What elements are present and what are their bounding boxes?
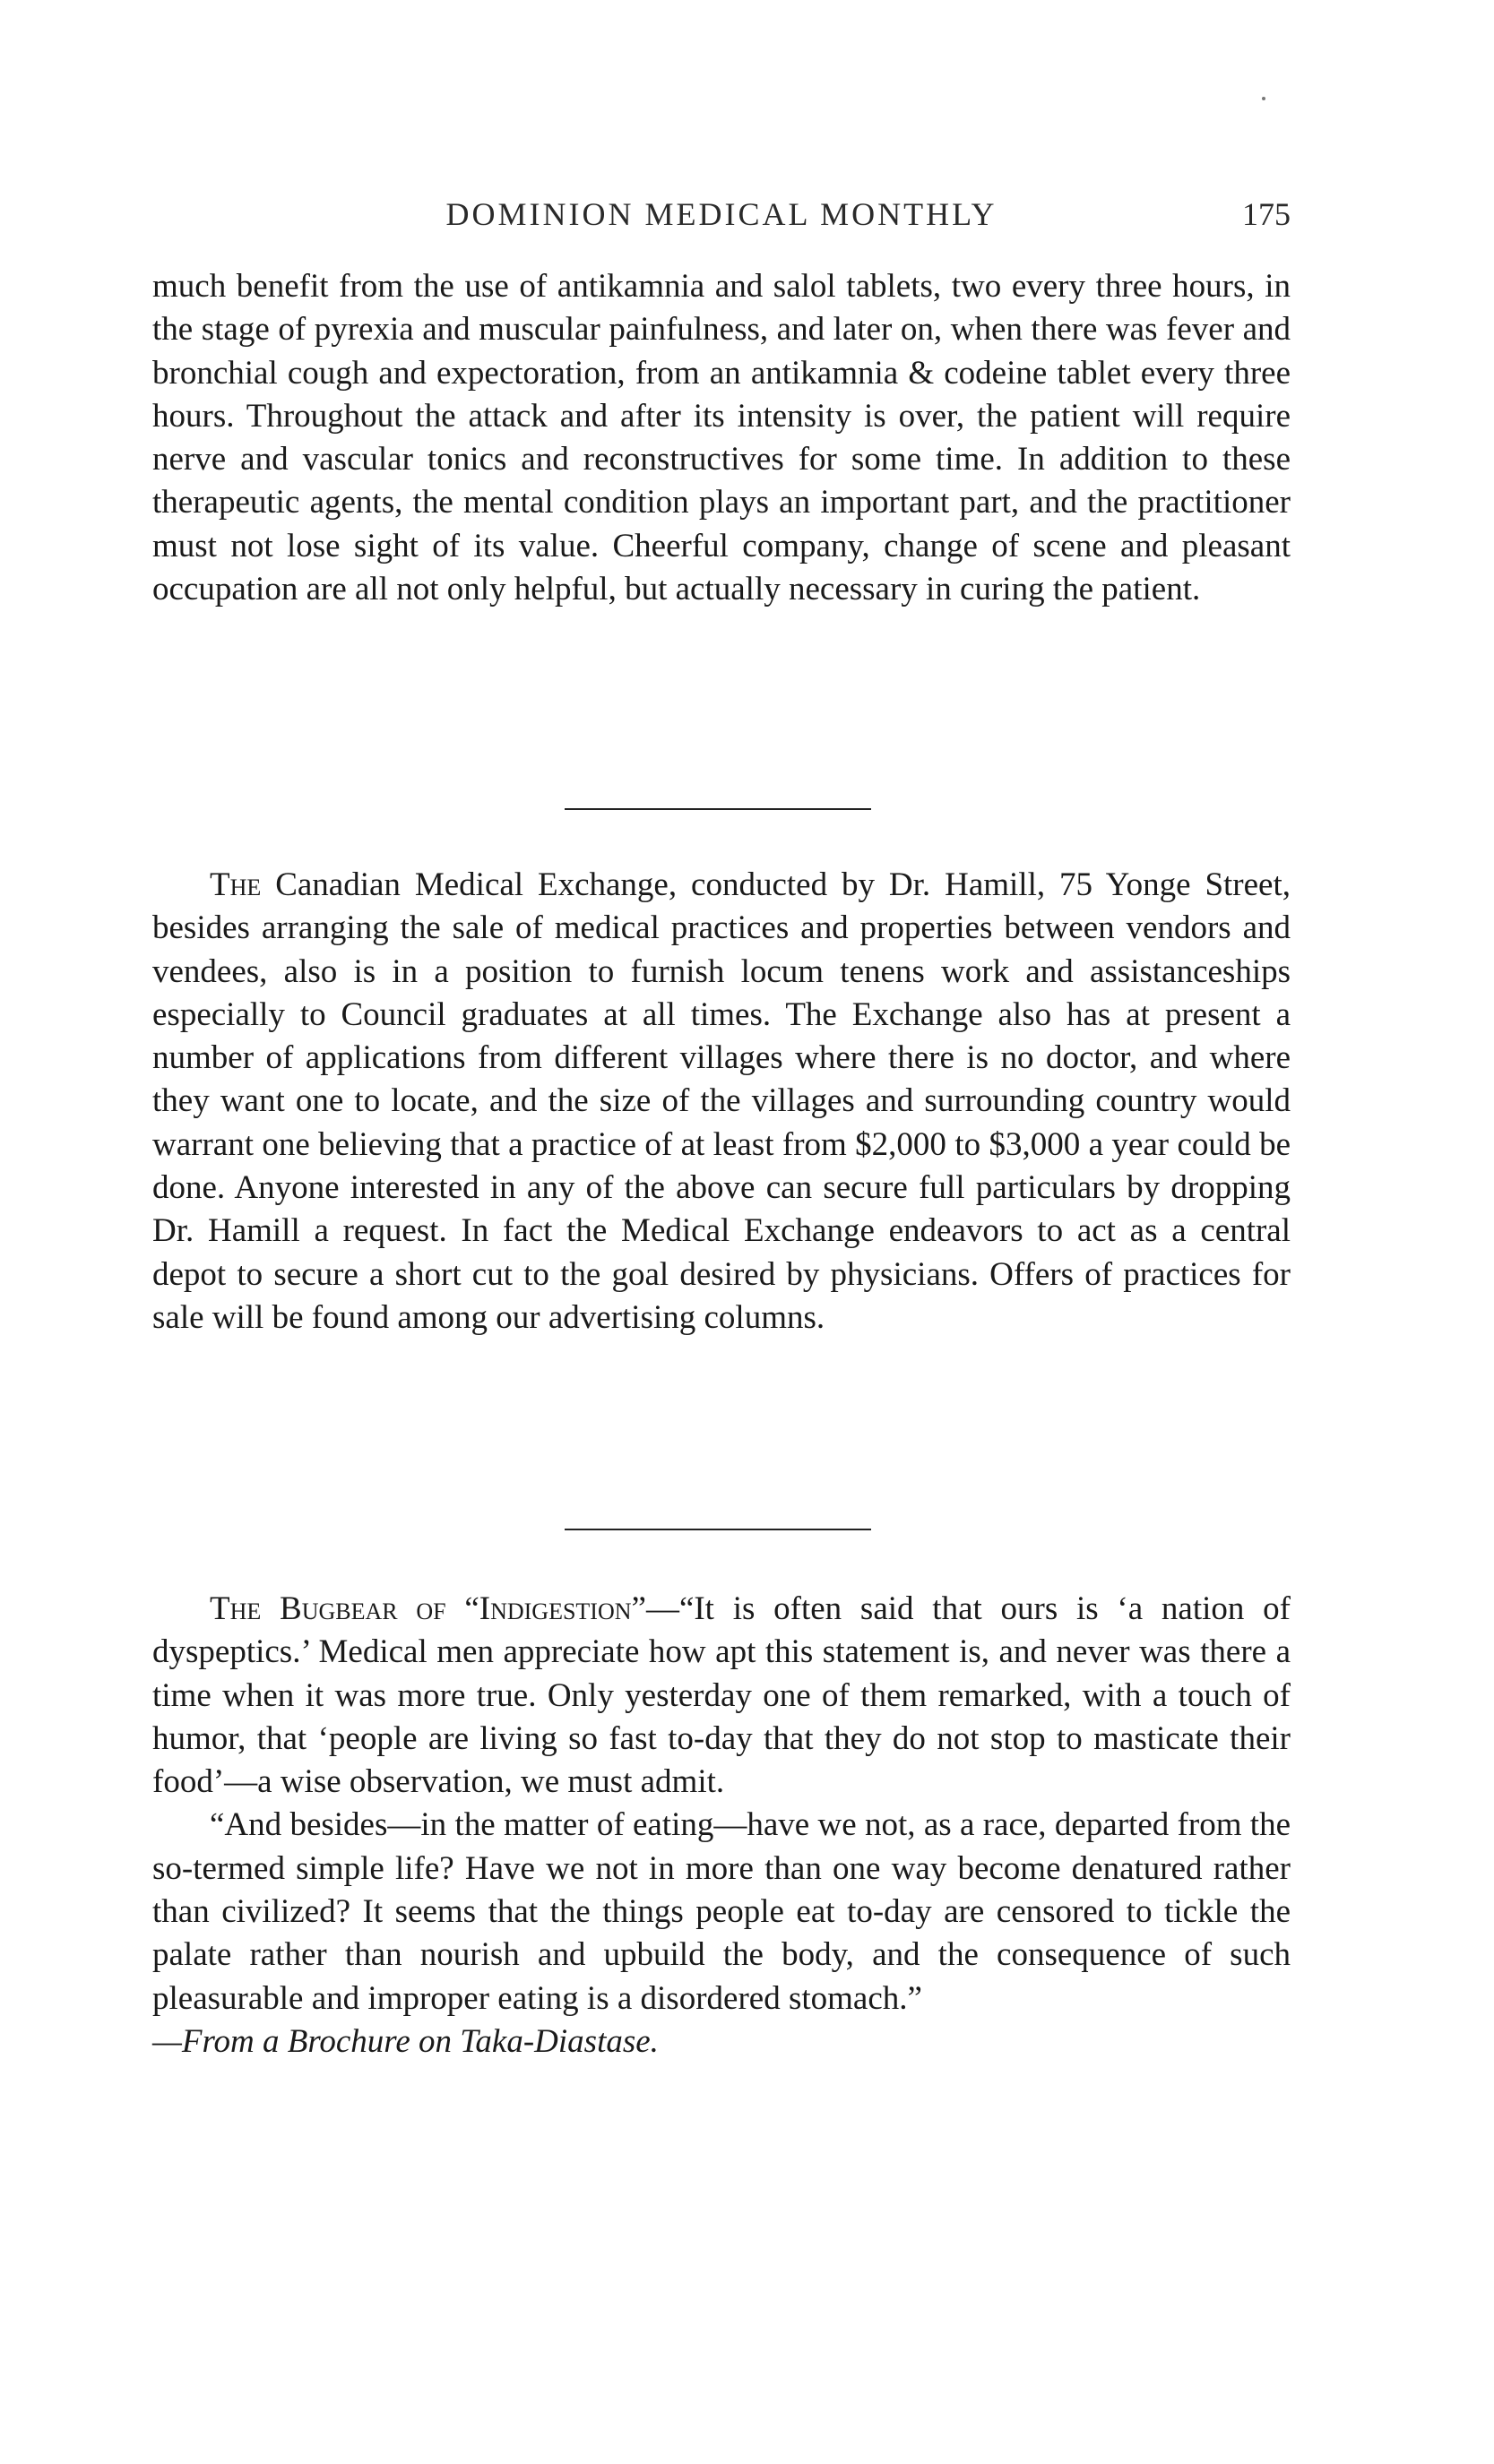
medical-exchange-paragraph — [152, 864, 1291, 1340]
paper-speck — [1262, 97, 1265, 100]
exchange-body-text: Canadian Medical Exchange, conducted by Dr. Hamill, 75 Yonge Street, besides arranging the sale of medical practices and properties between vendors and vendees, also is in a position to furnish locum tenens work and assistanceships especially to Council graduates at all times. The Exchange also has at present a number of applications from different villages where there is no doctor, and where they want one to locate, and the size of the villages and surrounding country would warrant one believing that a practice of at least from $2,000 to $3,000 a year could be done. Anyone interested in any of the above can secure full particulars by dropping Dr. Hamill a request. In fact the Medical Exchange endeavors to act as a central depot to secure a short cut to the goal desired by physicians. Offers of practices for sale will be found among our advertising columns. — [152, 866, 1291, 1336]
attribution-line: —From a Brochure on Taka-Diastase. — [152, 2022, 659, 2060]
page-number: 175 — [1242, 196, 1291, 232]
indigestion-paragraph — [152, 1588, 1291, 1804]
section-divider — [565, 1529, 871, 1530]
continuation-paragraph: much benefit from the use of antikamnia and salol tablets, two every three hours, in the stage of pyrexia and muscular painfulness, and later on, when there was fever and bronchial cough and expectoration, from an antikamnia & codeine tablet every three hours. Throughout the attack and after its intensity is over, the patient will require nerve and vascular tonics and reconstructives for some time. In addition to these therapeutic agents, the mental condition plays an important part, and the practitioner must not lose sight of its value. Cheerful company, change of scene and pleasant occupation are all not only helpful, but actually necessary in curing the patient. — [152, 268, 1291, 608]
medical-exchange-section — [152, 864, 1291, 1340]
running-head — [152, 195, 1291, 240]
journal-title: DOMINION MEDICAL MONTHLY — [445, 196, 997, 232]
indigestion-body-text: —“It is often said that ours is ‘a nation of dyspeptics.’ Medical men appreciate how apt this statement is, and never was there a time when it was more true. Only yesterday one of them remarked, with a touch of humor, that ‘people are living so fast to-day that they do not stop to masticate their food’—a wise observation, we must admit. — [152, 1590, 1291, 1801]
indigestion-section — [152, 1588, 1291, 2063]
continuation-section — [152, 265, 1291, 611]
besides-paragraph: “And besides—in the matter of eating—have we not, as a race, departed from the so-termed simple life? Have we not in more than one way become denatured rather than civilized? It seems that the things people eat to-day are censored to tickle the palate rather than nourish and upbuild the body, and the consequence of such pleasurable and improper eating is a disordered stomach.” — [152, 1806, 1291, 2017]
indigestion-heading: The Bugbear of “Indigestion” — [210, 1590, 646, 1627]
exchange-lead-word: The — [210, 866, 262, 903]
section-divider — [565, 808, 871, 810]
